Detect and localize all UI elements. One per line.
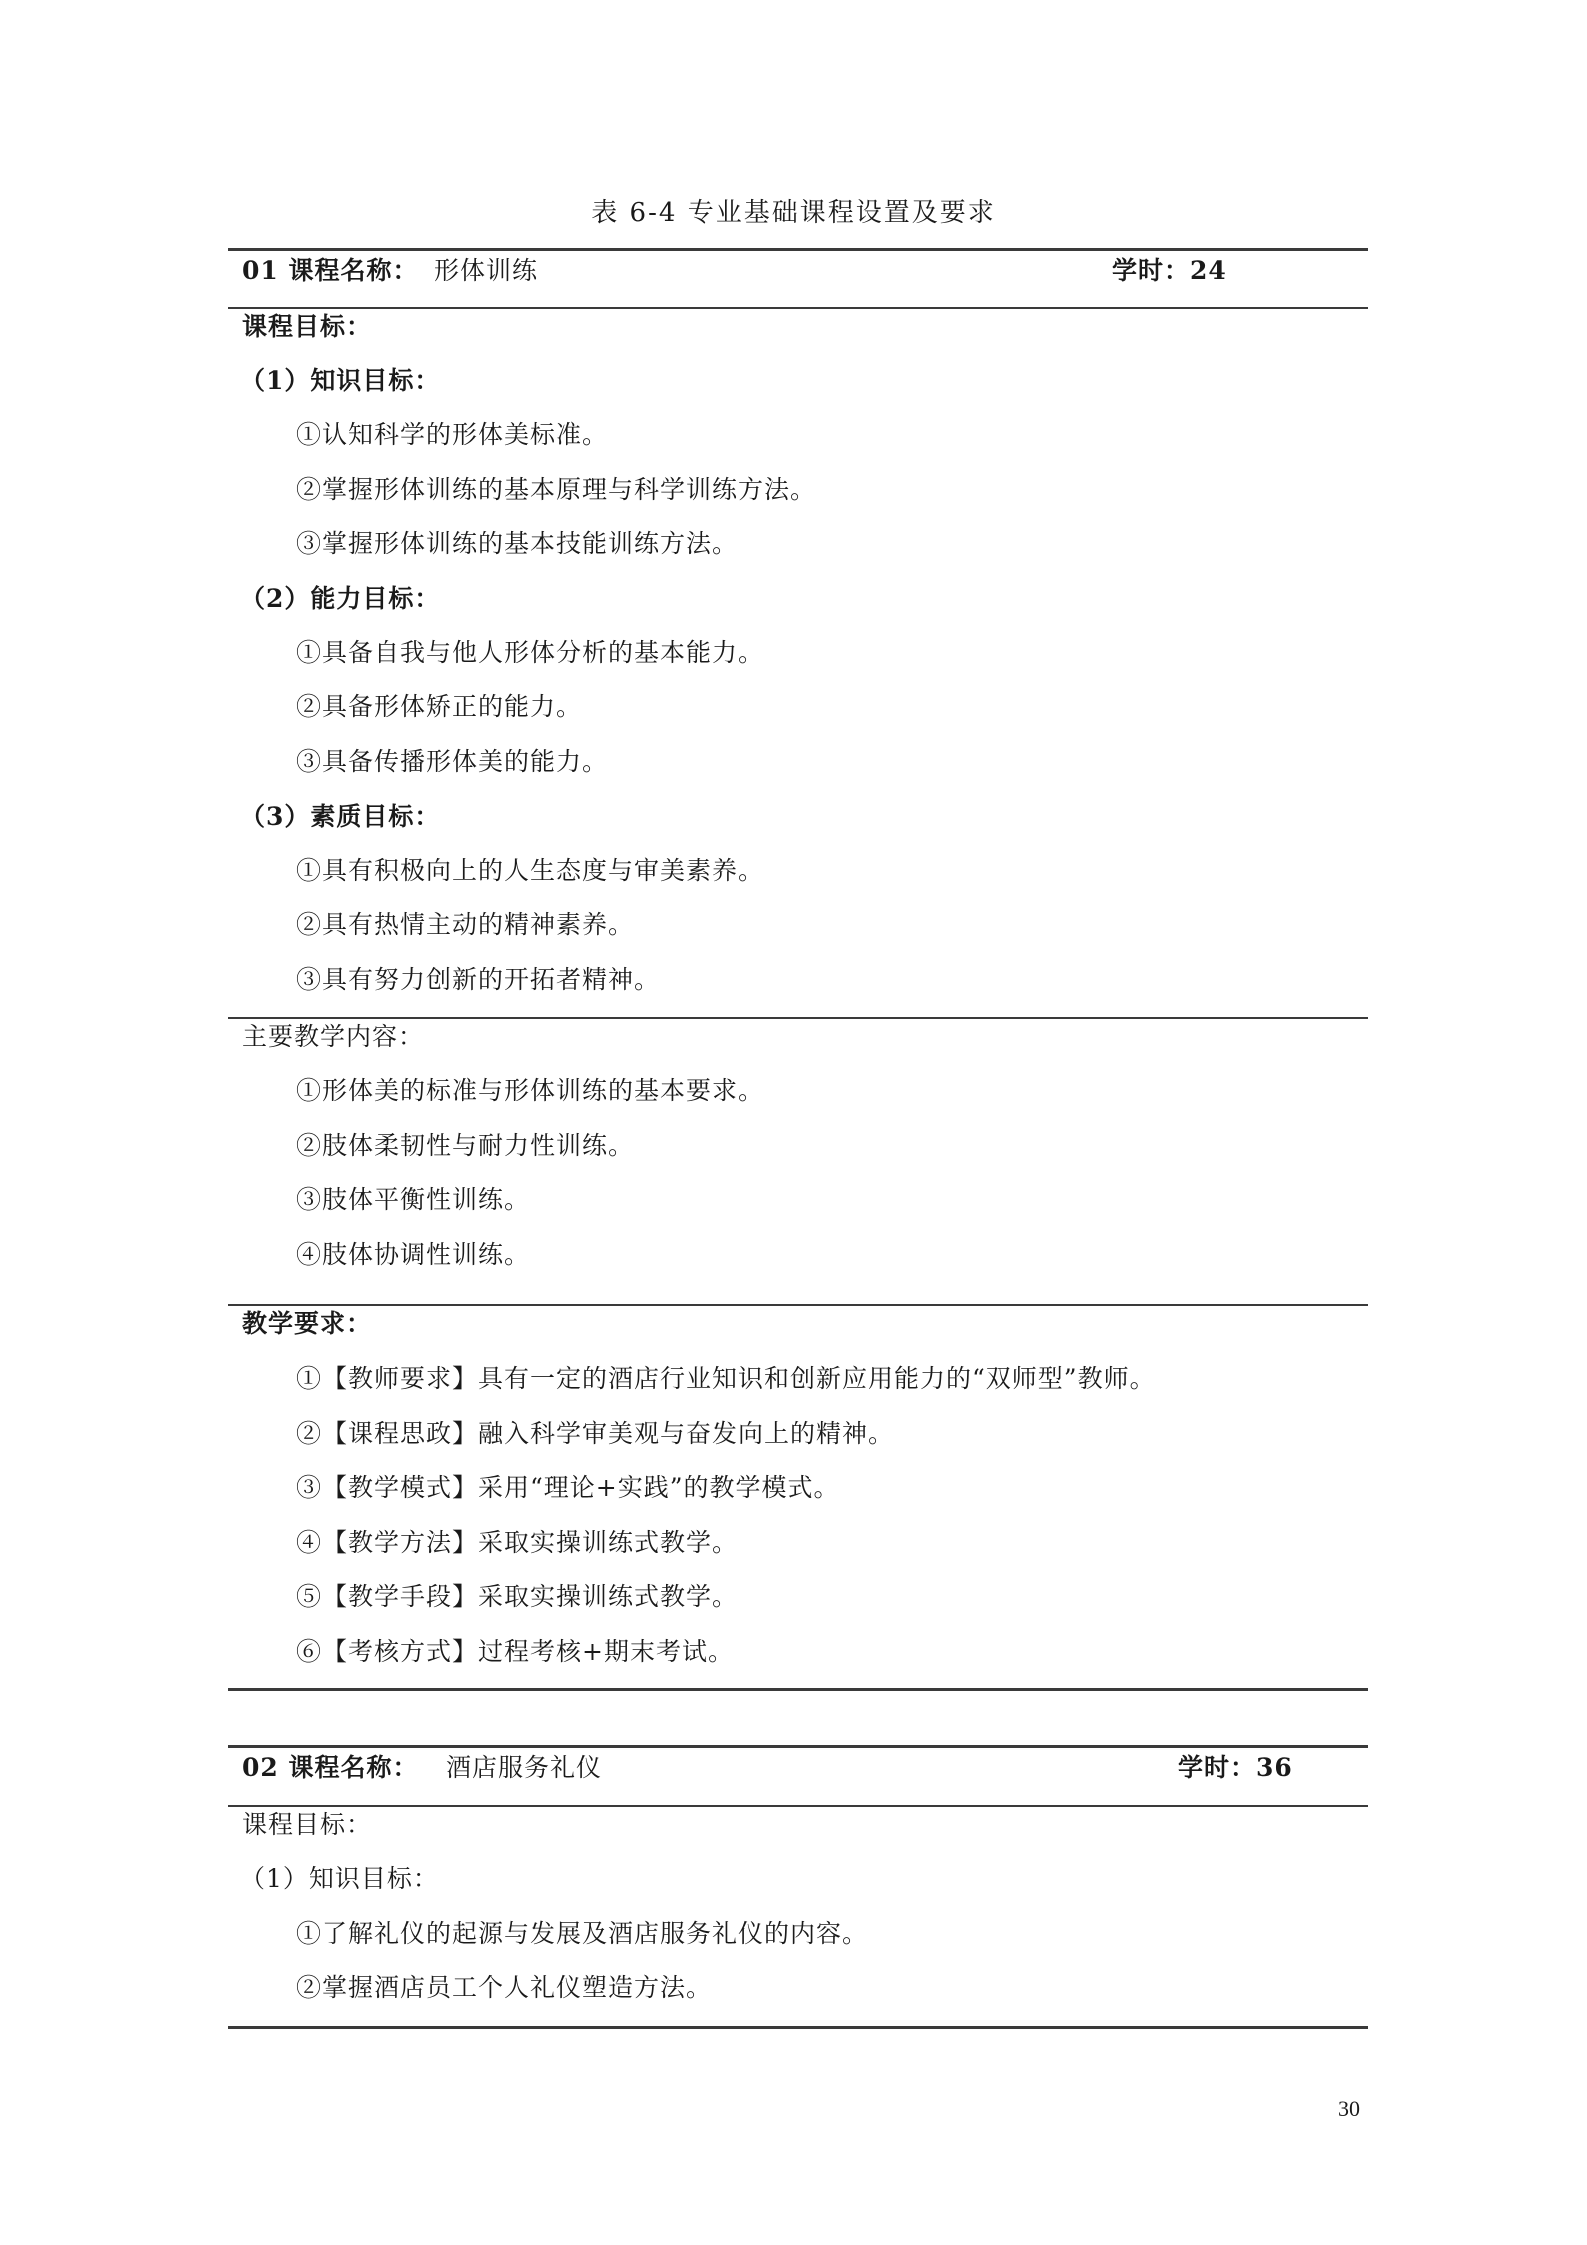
list-item: ④【教学方法】采取实操训练式教学。 bbox=[296, 1528, 739, 1557]
list-item: ①形体美的标准与形体训练的基本要求。 bbox=[296, 1076, 765, 1105]
table-title: 表 6-4 专业基础课程设置及要求 bbox=[591, 198, 996, 228]
list-item: ①了解礼仪的起源与发展及酒店服务礼仪的内容。 bbox=[296, 1919, 869, 1948]
content-title: 主要教学内容： bbox=[242, 1022, 425, 1051]
list-item: ④肢体协调性训练。 bbox=[296, 1240, 531, 1269]
list-item: ①【教师要求】具有一定的酒店行业知识和创新应用能力的“双师型”教师。 bbox=[296, 1364, 1156, 1393]
table-bottom-rule bbox=[228, 2026, 1368, 2029]
section-divider bbox=[228, 1017, 1368, 1019]
requirements-title: 教学要求： bbox=[242, 1309, 373, 1338]
goals-title: 课程目标： bbox=[242, 1810, 373, 1839]
course-name-label: 01 课程名称： bbox=[242, 256, 419, 285]
list-item: ①具有积极向上的人生态度与审美素养。 bbox=[296, 856, 765, 885]
course-hours: 学时：36 bbox=[1178, 1753, 1293, 1782]
list-item: ①认知科学的形体美标准。 bbox=[296, 420, 609, 449]
table-top-rule bbox=[228, 248, 1368, 251]
course-name-label: 02 课程名称： bbox=[242, 1753, 419, 1782]
list-item: ③肢体平衡性训练。 bbox=[296, 1185, 531, 1214]
ability-goals-title: （2）能力目标： bbox=[240, 584, 441, 613]
list-item: ①具备自我与他人形体分析的基本能力。 bbox=[296, 638, 765, 667]
course-name: 酒店服务礼仪 bbox=[446, 1753, 603, 1782]
list-item: ⑤【教学手段】采取实操训练式教学。 bbox=[296, 1582, 739, 1611]
table-bottom-rule bbox=[228, 1688, 1368, 1691]
page-number: 30 bbox=[1338, 2096, 1360, 2121]
list-item: ③具有努力创新的开拓者精神。 bbox=[296, 965, 661, 994]
list-item: ②掌握酒店员工个人礼仪塑造方法。 bbox=[296, 1973, 713, 2002]
header-divider bbox=[228, 307, 1368, 309]
list-item: ③【教学模式】采用“理论+实践”的教学模式。 bbox=[296, 1473, 840, 1502]
header-divider bbox=[228, 1805, 1368, 1807]
list-item: ③掌握形体训练的基本技能训练方法。 bbox=[296, 529, 739, 558]
list-item: ②掌握形体训练的基本原理与科学训练方法。 bbox=[296, 475, 817, 504]
list-item: ②【课程思政】融入科学审美观与奋发向上的精神。 bbox=[296, 1419, 895, 1448]
section-divider bbox=[228, 1304, 1368, 1306]
quality-goals-title: （3）素质目标： bbox=[240, 802, 441, 831]
knowledge-goals-title: （1）知识目标： bbox=[240, 366, 441, 395]
goals-title: 课程目标： bbox=[242, 312, 373, 341]
list-item: ⑥【考核方式】过程考核+期末考试。 bbox=[296, 1637, 734, 1666]
list-item: ②具备形体矫正的能力。 bbox=[296, 692, 583, 721]
list-item: ③具备传播形体美的能力。 bbox=[296, 747, 609, 776]
course-name: 形体训练 bbox=[434, 256, 539, 285]
course-hours: 学时：24 bbox=[1112, 256, 1227, 285]
table-top-rule bbox=[228, 1745, 1368, 1748]
list-item: ②具有热情主动的精神素养。 bbox=[296, 910, 635, 939]
knowledge-goals-title: （1）知识目标： bbox=[240, 1864, 439, 1893]
list-item: ②肢体柔韧性与耐力性训练。 bbox=[296, 1131, 635, 1160]
